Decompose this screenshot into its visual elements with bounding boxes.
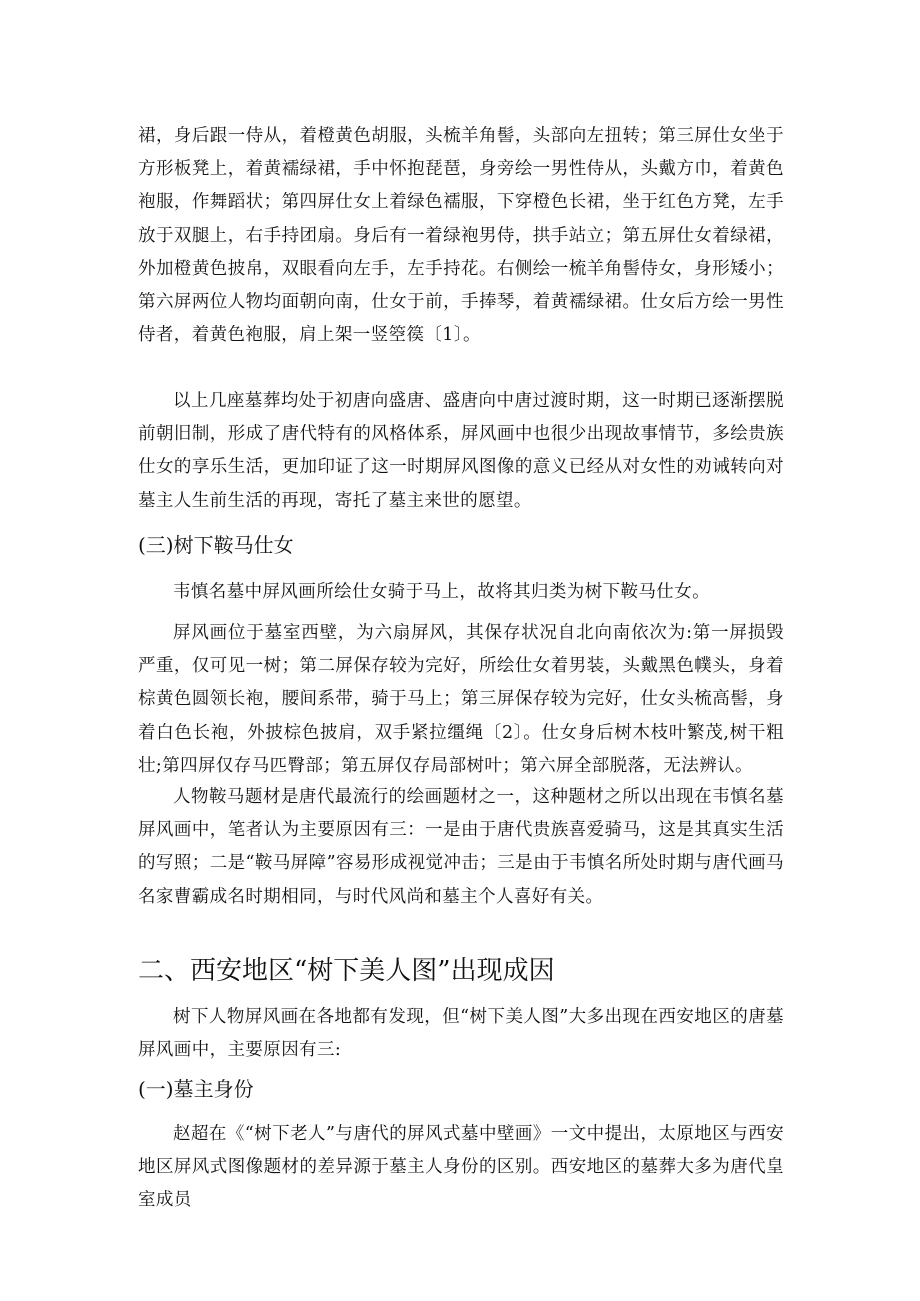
paragraph-text: 屏风画位于墓室西壁，为六扇屏风，其保存状况自北向南依次为:第一屏损毁严重，仅可见一树；第二屏保存较为完好，所绘仕女着男装，头戴黑色幞头，身着棕黄色圆领长袍，腰间系带，骑于马上；第三屏保存较为完好，仕女头梳高髻，身着白色长袍，外披棕色披肩，双手紧拉缰绳〔2〕。仕女身后树木枝叶繁茂,树干粗壮;第四屏仅存马匹臀部；第五屏仅存局部树叶；第六屏全部脱落，无法辨认。: [138, 623, 784, 776]
section-heading-text: 二、西安地区“树下美人图”出现成因: [138, 956, 555, 986]
paragraph-text: 赵超在《“树下老人”与唐代的屏风式墓中壁画》一文中提出，太原地区与西安地区屏风式图像题材的差异源于墓主人身份的区别。西安地区的墓葬大多为唐代皇室成员: [138, 1124, 784, 1211]
paragraph-wei-3: [138, 781, 784, 914]
paragraph-continued: [138, 120, 784, 352]
paragraph-text: 人物鞍马题材是唐代最流行的绘画题材之一，这种题材之所以出现在韦慎名墓屏风画中，笔者认为主要原因有三：一是由于唐代贵族喜爱骑马，这是其真实生活的写照；二是“鞍马屏障”容易形成视觉冲击；三是由于韦慎名所处时期与唐代画马名家曹霸成名时期相同，与时代风尚和墓主个人喜好有关。: [138, 787, 784, 907]
subheading-text: (一)墓主身份: [138, 1077, 254, 1101]
paragraph-wei-1: [138, 576, 784, 609]
subheading-3: [138, 530, 784, 560]
paragraph-text: 韦慎名墓中屏风画所绘仕女骑于马上，故将其归类为树下鞍马仕女。: [173, 582, 710, 602]
section-2-heading: [138, 953, 784, 989]
paragraph-zhao: [138, 1118, 784, 1218]
paragraph-text: 以上几座墓葬均处于初唐向盛唐、盛唐向中唐过渡时期，这一时期已逐渐摆脱前朝旧制，形成了唐代特有的风格体系，屏风画中也很少出现故事情节，多绘贵族仕女的享乐生活，更加印证了这一时期屏风图像的意义已经从对女性的劝诫转向对墓主人生前生活的再现，寄托了墓主来世的愿望。: [138, 391, 784, 511]
paragraph-text: 裙，身后跟一侍从，着橙黄色胡服，头梳羊角髻，头部向左扭转；第三屏仕女坐于方形板凳上，着黄襦绿裙，手中怀抱琵琶，身旁绘一男性侍从，头戴方巾，着黄色袍服，作舞蹈状；第四屏仕女上着绿色襦服，下穿橙色长裙，坐于红色方凳，左手放于双腿上，右手持团扇。身后有一着绿袍男侍，拱手站立；第五屏仕女着绿裙，外加橙黄色披帛，双眼看向左手，左手持花。右侧绘一梳羊角髻侍女，身形矮小；第六屏两位人物均面朝向南，仕女于前，手捧琴，着黄襦绿裙。仕女后方绘一男性侍者，着黄色袍服，肩上架一竖箜篌〔1〕。: [138, 126, 784, 346]
paragraph-wei-2: [138, 617, 784, 783]
paragraph-summary: [138, 385, 784, 518]
subheading-text: (三)树下鞍马仕女: [138, 533, 294, 557]
paragraph-text: 树下人物屏风画在各地都有发现，但“树下美人图”大多出现在西安地区的唐墓屏风画中，主要原因有三:: [138, 1007, 784, 1061]
paragraph-section-2-intro: [138, 1001, 784, 1067]
subheading-1: [138, 1074, 784, 1104]
